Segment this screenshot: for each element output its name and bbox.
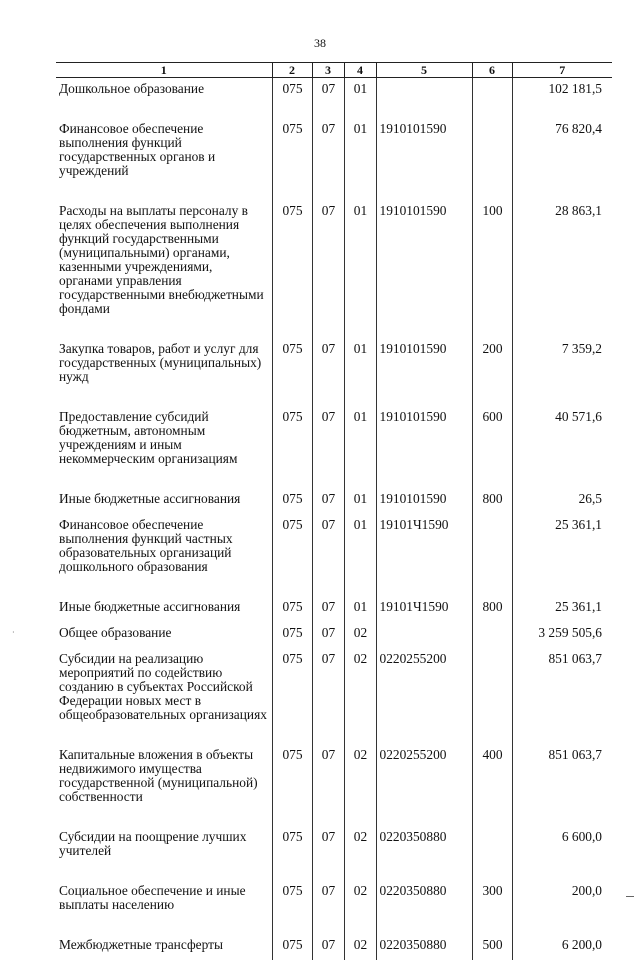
subsection-code: 02 xyxy=(344,880,376,934)
ministry-code: 075 xyxy=(272,488,312,514)
section-code: 07 xyxy=(312,406,344,488)
expense-type: 400 xyxy=(472,744,512,826)
target-code: 19101Ч1590 xyxy=(376,596,472,622)
ministry-code: 075 xyxy=(272,338,312,406)
subsection-code: 02 xyxy=(344,934,376,960)
section-code: 07 xyxy=(312,338,344,406)
table-row xyxy=(56,826,612,880)
item-name: Субсидии на поощрение лучших учителей xyxy=(59,829,247,858)
table-row xyxy=(56,744,612,826)
item-name: Субсидии на реализацию мероприятий по содействию созданию в субъектах Российской Федерации новых мест в общеобразовательных организациях xyxy=(59,651,267,722)
expense-type: 600 xyxy=(472,406,512,488)
expense-type xyxy=(472,622,512,648)
amount: 851 063,7 xyxy=(512,744,612,826)
ministry-code: 075 xyxy=(272,118,312,200)
item-name: Дошкольное образование xyxy=(59,81,205,96)
table-row xyxy=(56,648,612,744)
target-code: 0220255200 xyxy=(376,744,472,826)
subsection-code: 02 xyxy=(344,744,376,826)
header-cell: 3 xyxy=(312,63,344,78)
section-code: 07 xyxy=(312,744,344,826)
table-row xyxy=(56,488,612,514)
scan-margin-mark: · xyxy=(12,628,15,637)
ministry-code: 075 xyxy=(272,622,312,648)
table-row xyxy=(56,596,612,622)
subsection-code: 01 xyxy=(344,596,376,622)
ministry-code: 075 xyxy=(272,744,312,826)
subsection-code: 01 xyxy=(344,338,376,406)
amount: 851 063,7 xyxy=(512,648,612,744)
expense-type xyxy=(472,118,512,200)
table-row xyxy=(56,880,612,934)
section-code: 07 xyxy=(312,596,344,622)
subsection-code: 01 xyxy=(344,200,376,338)
expense-type: 500 xyxy=(472,934,512,960)
header-cell: 7 xyxy=(512,63,612,78)
expense-type xyxy=(472,826,512,880)
subsection-code: 02 xyxy=(344,622,376,648)
section-code: 07 xyxy=(312,826,344,880)
amount: 6 200,0 xyxy=(512,934,612,960)
item-name: Капитальные вложения в объекты недвижимого имущества государственной (муниципальной) собственности xyxy=(59,747,258,804)
target-code: 1910101590 xyxy=(376,406,472,488)
section-code: 07 xyxy=(312,78,344,119)
table-row xyxy=(56,934,612,960)
expense-type: 800 xyxy=(472,596,512,622)
amount: 76 820,4 xyxy=(512,118,612,200)
section-code: 07 xyxy=(312,934,344,960)
section-code: 07 xyxy=(312,200,344,338)
page-number: 38 xyxy=(314,36,326,50)
amount: 6 600,0 xyxy=(512,826,612,880)
target-code: 1910101590 xyxy=(376,118,472,200)
amount: 40 571,6 xyxy=(512,406,612,488)
table-row xyxy=(56,406,612,488)
section-code: 07 xyxy=(312,648,344,744)
ministry-code: 075 xyxy=(272,934,312,960)
item-name: Финансовое обеспечение выполнения функций частных образовательных организаций дошкольного образования xyxy=(59,517,233,574)
header-cell: 1 xyxy=(56,63,272,78)
section-code: 07 xyxy=(312,488,344,514)
item-name: Межбюджетные трансферты xyxy=(59,937,223,952)
section-code: 07 xyxy=(312,622,344,648)
budget-table xyxy=(56,62,612,960)
subsection-code: 02 xyxy=(344,826,376,880)
ministry-code: 075 xyxy=(272,200,312,338)
amount: 3 259 505,6 xyxy=(512,622,612,648)
ministry-code: 075 xyxy=(272,826,312,880)
subsection-code: 02 xyxy=(344,648,376,744)
target-code xyxy=(376,622,472,648)
target-code: 0220350880 xyxy=(376,826,472,880)
expense-type: 300 xyxy=(472,880,512,934)
target-code: 1910101590 xyxy=(376,200,472,338)
table-row xyxy=(56,200,612,338)
expense-type xyxy=(472,648,512,744)
subsection-code: 01 xyxy=(344,78,376,119)
item-name: Предоставление субсидий бюджетным, автономным учреждениям и иным некоммерческим организациям xyxy=(59,409,238,466)
table-row xyxy=(56,622,612,648)
header-cell: 4 xyxy=(344,63,376,78)
header-row xyxy=(56,63,612,78)
item-name: Расходы на выплаты персоналу в целях обеспечения выполнения функций государственными (муниципальными) органами, казенными учреждениями, органами управления государственными внебюджетными фондами xyxy=(59,203,264,316)
subsection-code: 01 xyxy=(344,118,376,200)
item-name: Иные бюджетные ассигнования xyxy=(59,599,241,614)
target-code: 1910101590 xyxy=(376,488,472,514)
table-row xyxy=(56,514,612,596)
ministry-code: 075 xyxy=(272,78,312,119)
item-name: Социальное обеспечение и иные выплаты населению xyxy=(59,883,246,912)
target-code: 0220255200 xyxy=(376,648,472,744)
amount: 26,5 xyxy=(512,488,612,514)
target-code: 1910101590 xyxy=(376,338,472,406)
ministry-code: 075 xyxy=(272,880,312,934)
amount: 28 863,1 xyxy=(512,200,612,338)
header-cell: 5 xyxy=(376,63,472,78)
subsection-code: 01 xyxy=(344,488,376,514)
target-code xyxy=(376,78,472,119)
item-name: Финансовое обеспечение выполнения функций государственных органов и учреждений xyxy=(59,121,216,178)
target-code: 19101Ч1590 xyxy=(376,514,472,596)
amount: 7 359,2 xyxy=(512,338,612,406)
expense-type xyxy=(472,514,512,596)
item-name: Закупка товаров, работ и услуг для государственных (муниципальных) нужд xyxy=(59,341,262,384)
amount: 25 361,1 xyxy=(512,514,612,596)
target-code: 0220350880 xyxy=(376,880,472,934)
header-cell: 6 xyxy=(472,63,512,78)
ministry-code: 075 xyxy=(272,406,312,488)
subsection-code: 01 xyxy=(344,514,376,596)
ministry-code: 075 xyxy=(272,596,312,622)
item-name: Иные бюджетные ассигнования xyxy=(59,491,241,506)
ministry-code: 075 xyxy=(272,514,312,596)
table-row xyxy=(56,338,612,406)
subsection-code: 01 xyxy=(344,406,376,488)
section-code: 07 xyxy=(312,880,344,934)
scan-corner-mark xyxy=(626,896,634,897)
table-row xyxy=(56,78,612,119)
ministry-code: 075 xyxy=(272,648,312,744)
item-name: Общее образование xyxy=(59,625,172,640)
expense-type xyxy=(472,78,512,119)
expense-type: 100 xyxy=(472,200,512,338)
header-cell: 2 xyxy=(272,63,312,78)
target-code: 0220350880 xyxy=(376,934,472,960)
section-code: 07 xyxy=(312,118,344,200)
amount: 102 181,5 xyxy=(512,78,612,119)
section-code: 07 xyxy=(312,514,344,596)
table-row xyxy=(56,118,612,200)
expense-type: 800 xyxy=(472,488,512,514)
expense-type: 200 xyxy=(472,338,512,406)
amount: 25 361,1 xyxy=(512,596,612,622)
amount: 200,0 xyxy=(512,880,612,934)
